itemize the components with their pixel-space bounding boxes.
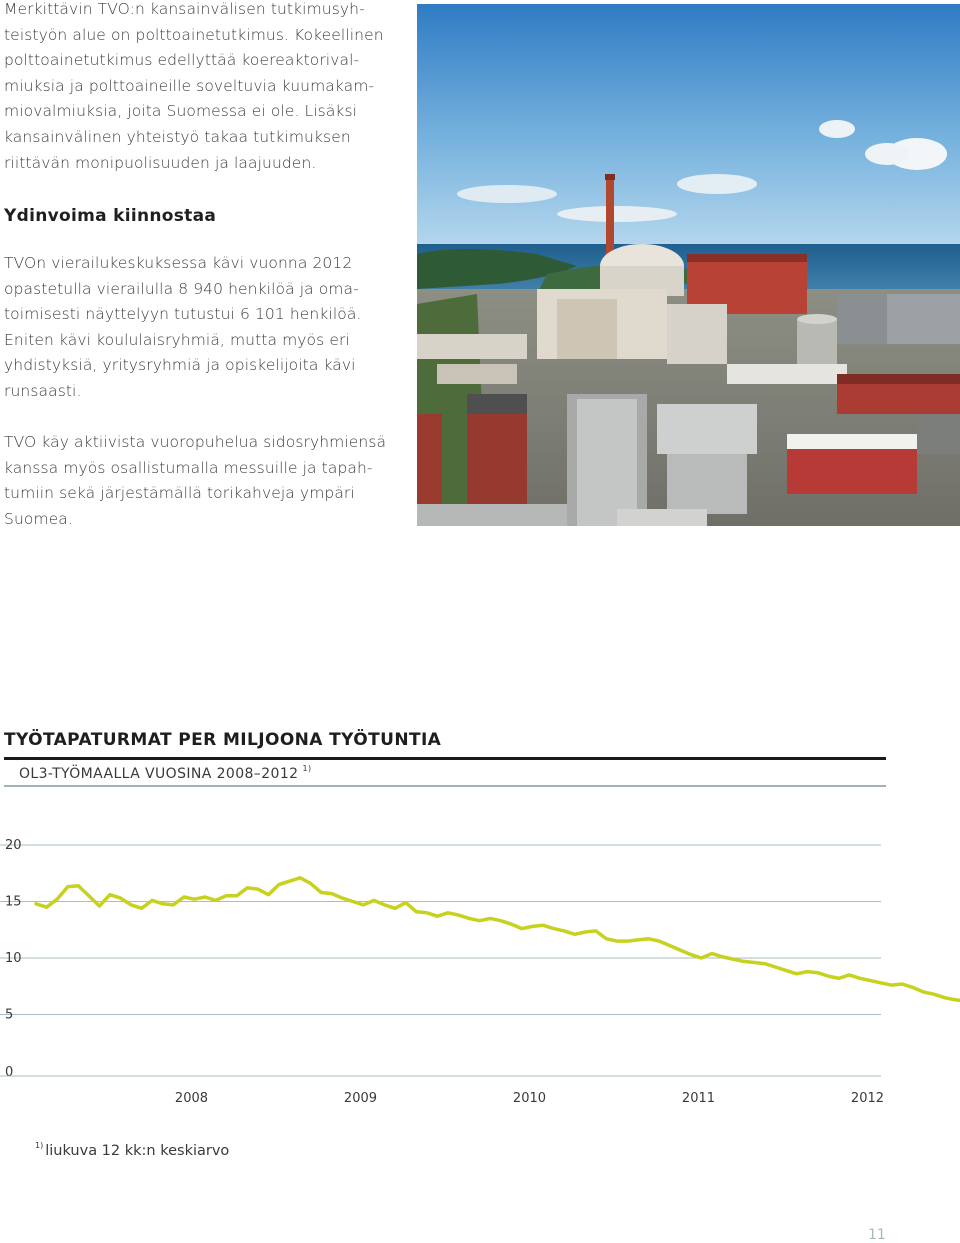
chart-subtitle [19,764,311,782]
text-line: miovalmiuksia, joita Suomessa ei ole. Lisäksi [4,102,358,121]
text-line: Eniten kävi koululaisryhmiä, mutta myös eri [4,330,350,349]
text-line: polttoainetutkimus edellyttää koereaktorival- [4,51,360,70]
chart-subtitle-rule [4,785,886,787]
y-tick-label: 15 [5,894,22,910]
page-number: 11 [868,1227,886,1243]
x-tick-label: 2008 [174,1091,209,1106]
x-tick-label: 2012 [850,1091,885,1106]
nuclear-plant-illustration [417,4,960,526]
chart-title-rule [4,757,886,760]
text-line: kansainvälinen yhteistyö takaa tutkimuksen [4,127,351,146]
y-tick-label: 20 [5,838,22,853]
text-line: riittävän monipuolisuuden ja laajuuden. [4,153,317,172]
series-line [36,878,960,1032]
chart-title: TYÖTAPATURMAT PER MILJOONA TYÖTUNTIA [4,730,442,750]
text-line: TVOn vierailukeskuksessa kävi vuonna 2012 [4,254,353,272]
footnote-text: liukuva 12 kk:n keskiarvo [45,1143,230,1159]
nuclear-plant-photo [417,4,960,526]
chart-subtitle-note: 1) [302,764,312,773]
intro-paragraph [4,0,404,176]
text-line: teistyön alue on polttoainetutkimus. Kokeellinen [4,25,384,44]
text-line: TVO käy aktiivista vuoropuhelua sidosryhmiensä [4,433,387,451]
x-tick-label: 2011 [681,1091,716,1106]
text-line: yhdistyksiä, yritysryhmiä ja opiskelijoita kävi [4,356,356,375]
chart-subtitle-text: OL3-TYÖMAALLA VUOSINA 2008–2012 [19,766,299,782]
y-tick-label: 0 [5,1065,14,1080]
x-tick-label: 2009 [343,1091,378,1106]
y-tick-label: 10 [5,951,22,966]
footnote-marker: 1) [35,1141,44,1150]
text-line: Merkittävin TVO:n kansainvälisen tutkimusyh- [4,0,365,18]
text-line: kanssa myös osallistumalla messuille ja tapah- [4,458,373,477]
text-line: toimisesti näyttelyyn tutustui 6 101 henkilöä. [4,305,362,324]
text-line: Suomea. [4,509,73,528]
text-line: opastetulla vierailulla 8 940 henkilöä ja oma- [4,279,359,298]
dialogue-paragraph [4,430,404,532]
accident-rate-chart [0,820,960,1120]
y-tick-label: 5 [5,1007,14,1023]
text-line: runsaasti. [4,381,82,400]
text-line: miuksia ja polttoaineille soveltuvia kuumakam- [4,76,375,95]
chart-footnote [35,1141,229,1159]
x-tick-label: 2010 [512,1091,547,1106]
text-line: tumiin sekä järjestämällä torikahveja ympäri [4,484,355,503]
visitor-paragraph [4,251,404,405]
section-heading: Ydinvoima kiinnostaa [4,206,217,226]
